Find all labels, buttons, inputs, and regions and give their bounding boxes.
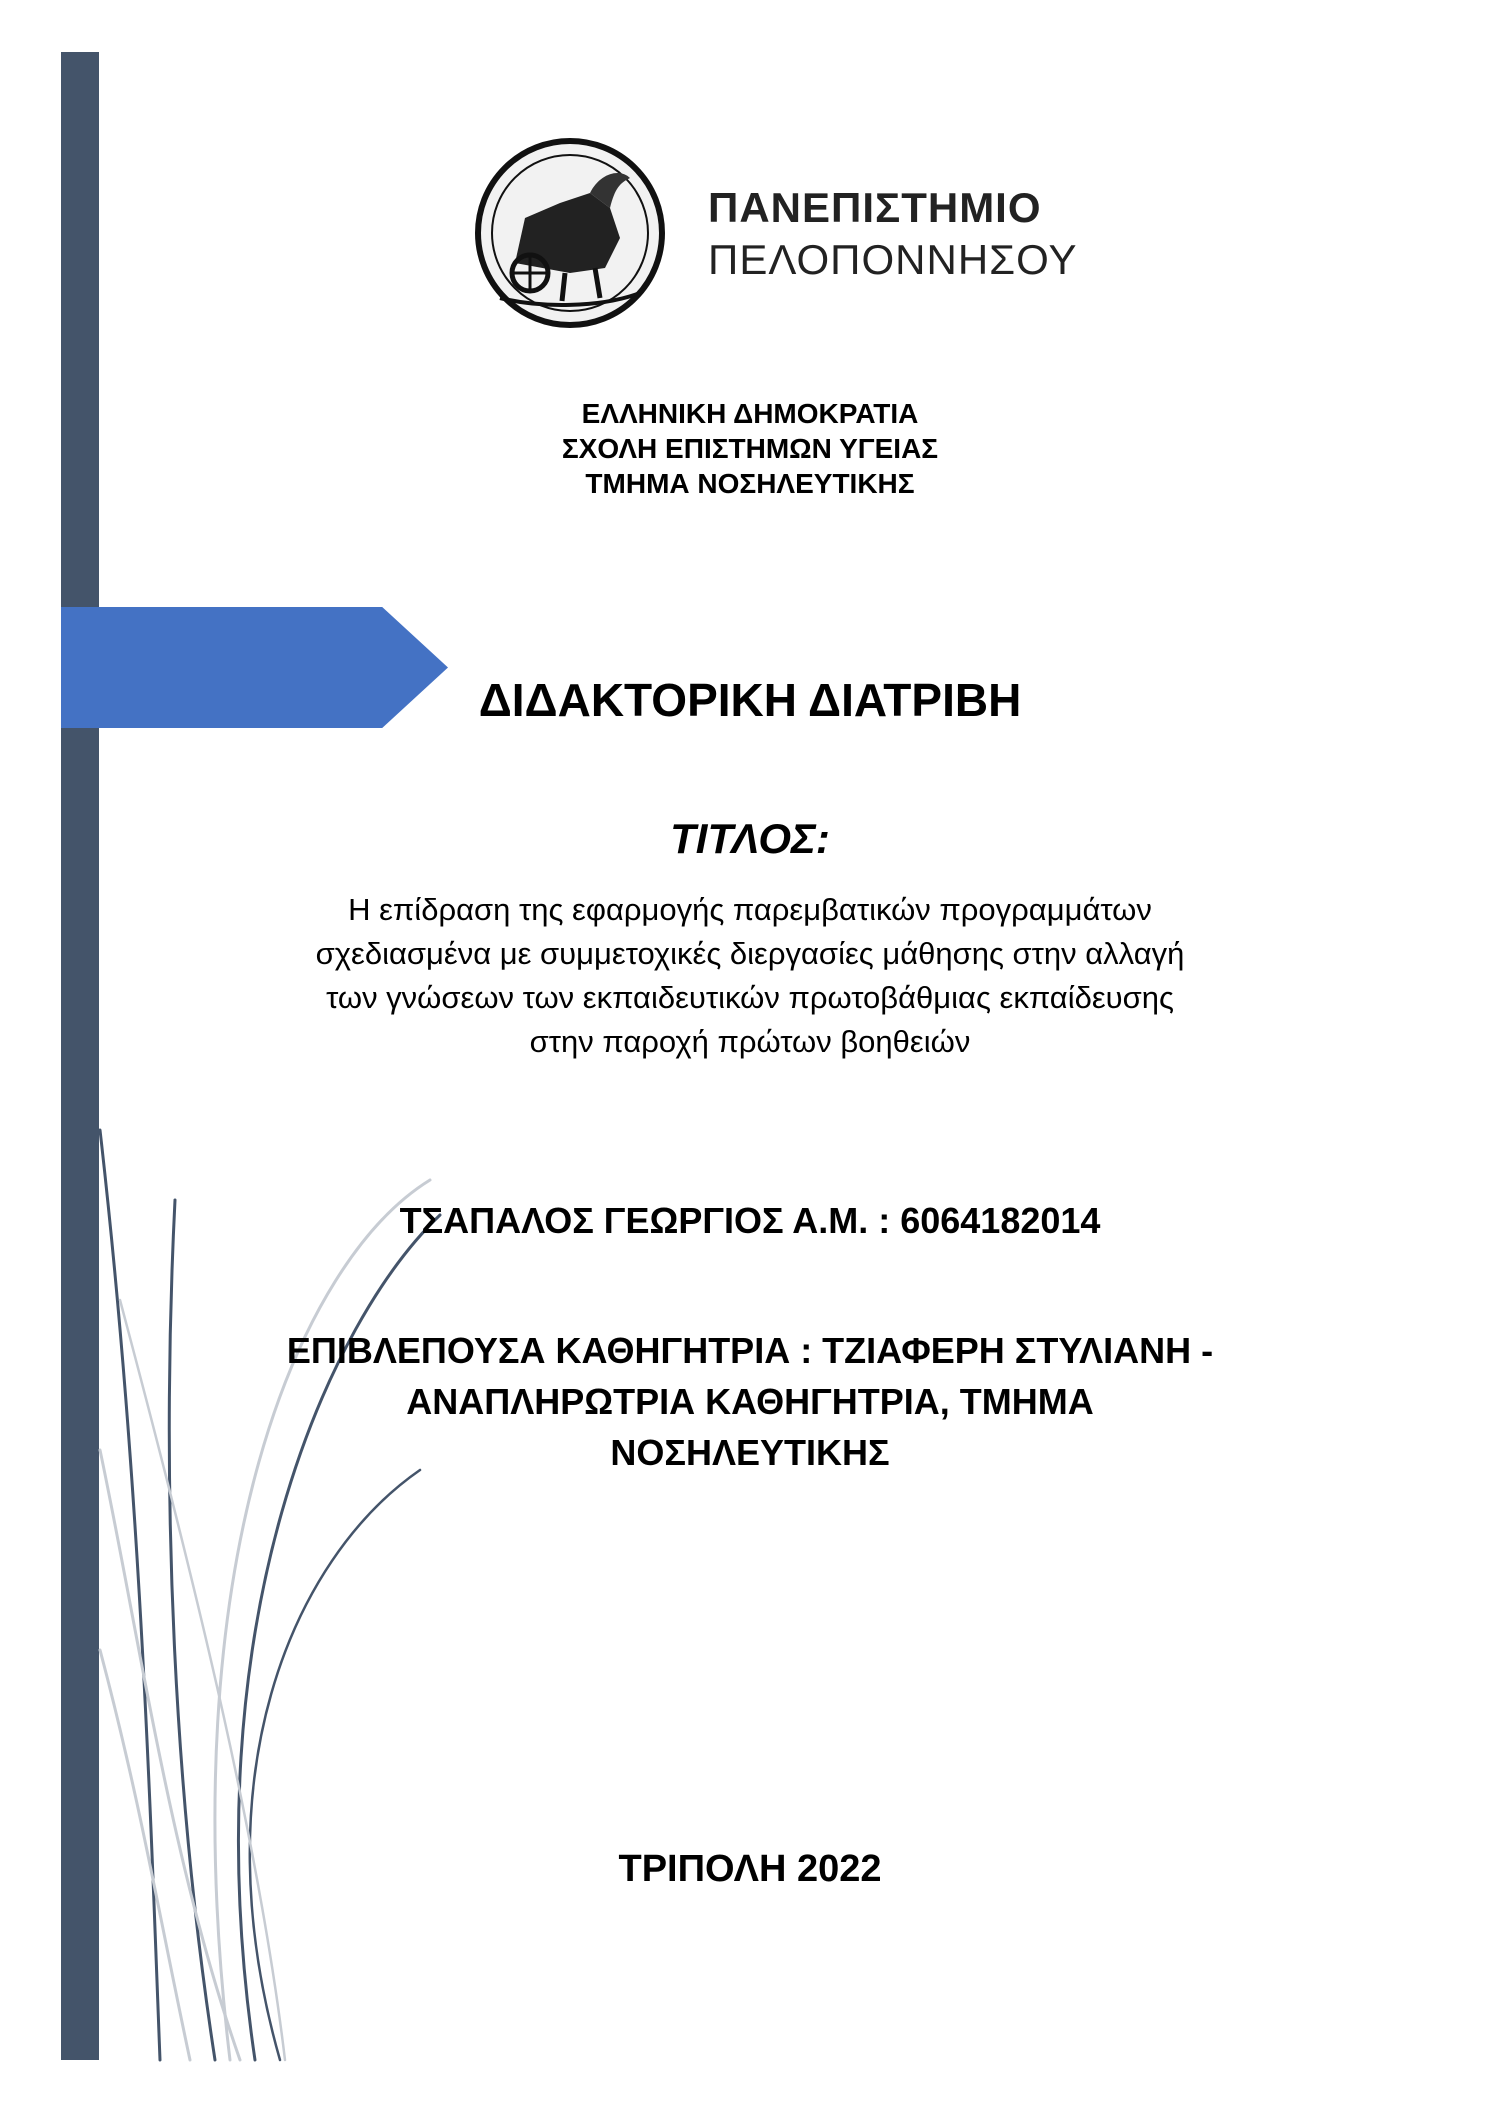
logo-university-region: ΠΕΛΟΠΟΝΝΗΣΟΥ xyxy=(708,236,1078,283)
document-type: ΔΙΔΑΚΤΟΡΙΚΗ ΔΙΑΤΡΙΒΗ xyxy=(478,674,1022,726)
supervisor-line: ΑΝΑΠΛΗΡΩΤΡΙΑ ΚΑΘΗΓΗΤΡΙΑ, ΤΜΗΜΑ xyxy=(406,1381,1094,1422)
thesis-title-line: των γνώσεων των εκπαιδευτικών πρωτοβάθμιας εκπαίδευσης xyxy=(326,980,1174,1015)
thesis-title-line: σχεδιασμένα με συμμετοχικές διεργασίες μάθησης στην αλλαγή xyxy=(315,936,1185,971)
supervisor-line: ΝΟΣΗΛΕΥΤΙΚΗΣ xyxy=(610,1432,890,1473)
thesis-title-line: στην παροχή πρώτων βοηθειών xyxy=(529,1024,971,1059)
supervisor-block xyxy=(160,1325,1340,1478)
title-label: ΤΙΤΛΟΣ: xyxy=(670,815,830,862)
author-line: ΤΣΑΠΑΛΟΣ ΓΕΩΡΓΙΟΣ Α.Μ. : 6064182014 xyxy=(399,1200,1101,1241)
university-seal-icon xyxy=(470,133,690,333)
header-line-school: ΣΧΟΛΗ ΕΠΙΣΤΗΜΩΝ ΥΓΕΙΑΣ xyxy=(561,433,939,464)
university-logo xyxy=(470,118,1078,338)
supervisor-line: ΕΠΙΒΛΕΠΟΥΣΑ ΚΑΘΗΓΗΤΡΙΑ : ΤΖΙΑΦΕΡΗ ΣΤΥΛΙΑΝΗ - xyxy=(286,1330,1214,1371)
logo-university-name: ΠΑΝΕΠΙΣΤΗΜΙΟ xyxy=(708,184,1042,231)
header-line-republic: ΕΛΛΗΝΙΚΗ ΔΗΜΟΚΡΑΤΙΑ xyxy=(581,398,919,429)
place-and-year: ΤΡΙΠΟΛΗ 2022 xyxy=(618,1848,882,1890)
thesis-title xyxy=(160,888,1340,1064)
institution-header xyxy=(160,396,1340,501)
thesis-title-line: Η επίδραση της εφαρμογής παρεμβατικών προγραμμάτων xyxy=(348,892,1152,927)
header-line-department: ΤΜΗΜΑ ΝΟΣΗΛΕΥΤΙΚΗΣ xyxy=(585,468,915,499)
